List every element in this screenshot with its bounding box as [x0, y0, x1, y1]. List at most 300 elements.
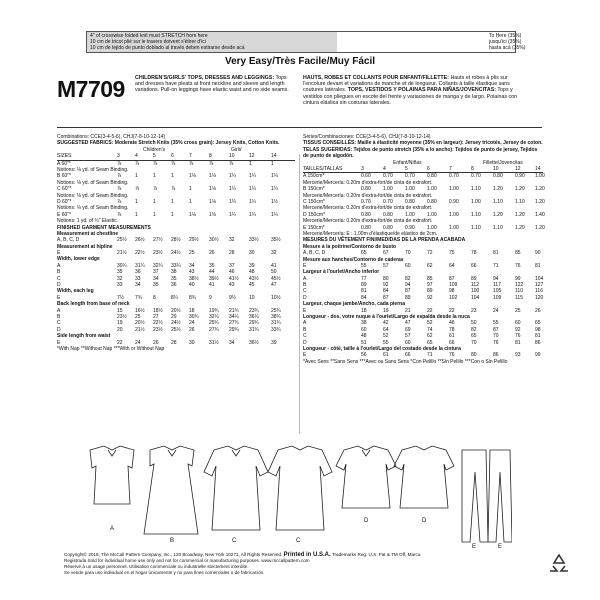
- measure-fr-row-label: B: [303, 282, 307, 289]
- yardage-fr-cell: 1.10: [471, 186, 481, 193]
- measure-en-cell: 31¼: [135, 262, 145, 269]
- measure-fr-cell: 98: [449, 288, 455, 295]
- yardage-en-cell: 1: [135, 198, 138, 205]
- measure-en-cell: 27½: [153, 237, 163, 244]
- footer-line-2: Registrada Sold for individual home use only and not for commercial or manufacturing purposes. www.mccallpattern.com: [64, 558, 310, 563]
- yardage-en-row-label: Notions: ⅛ yd. of Seam Binding.: [57, 179, 129, 186]
- stretch-gauge-left-text: [90, 33, 245, 52]
- measure-fr-cell: 22: [427, 307, 433, 314]
- printed-in-text: Printed in U.S.A.: [283, 552, 331, 558]
- measure-fr-cell: 46: [449, 320, 455, 327]
- measure-en-row-label: D: [57, 326, 61, 333]
- yardage-fr-cell: 1.00: [449, 186, 459, 193]
- measure-fr-cell: 65: [535, 320, 541, 327]
- measure-en-cell: 39½: [209, 275, 219, 282]
- yardage-fr-cell: 1.00: [535, 173, 545, 180]
- measure-en-cell: 39: [271, 339, 277, 346]
- measure-fr-cell: 99: [515, 275, 521, 282]
- yardage-fr-cell: 1.10: [515, 198, 525, 205]
- measure-fr-cell: 80: [471, 352, 477, 359]
- size-heading: 8: [471, 166, 474, 173]
- yardage-fr-row-label: B 150cm*: [303, 186, 325, 193]
- measure-fr-cell: 115: [515, 294, 523, 301]
- yardage-fr-cell: 0.80: [361, 211, 371, 218]
- finished-title-en: FINISHED GARMENT MEASUREMENTS: [57, 224, 151, 231]
- measure-fr-cell: 50: [471, 320, 477, 327]
- measure-fr-cell: 87: [383, 294, 389, 301]
- measure-fr-row-label: D: [303, 339, 307, 346]
- recycle-icon: [548, 552, 570, 574]
- group-fillette-label: Fillette/Jovencitas: [483, 159, 523, 166]
- yardage-en-cell: 1: [153, 211, 156, 218]
- measure-fr-cell: 48: [361, 333, 367, 340]
- measure-en-cell: 35: [153, 282, 159, 289]
- footnote-en: *With Nap **Without Nap ***With or Without Nap: [57, 345, 165, 352]
- yardage-en-cell: 1: [135, 173, 138, 180]
- measure-en-cell: 19: [117, 320, 123, 327]
- measure-fr-cell: 81: [361, 288, 367, 295]
- measure-fr-row-label: B: [303, 326, 307, 333]
- measure-fr-cell: 76: [449, 352, 455, 359]
- measure-fr-cell: 84: [361, 294, 367, 301]
- measure-fr-cell: 86: [535, 339, 541, 346]
- size-heading: 4: [383, 166, 386, 173]
- yardage-en-cell: 1½: [271, 198, 278, 205]
- measure-en-cell: 31¾: [249, 326, 259, 333]
- yardage-en-cell: 1¼: [271, 186, 278, 193]
- measure-en-cell: 23¾: [249, 307, 259, 314]
- measure-en-cell: 43: [189, 269, 195, 276]
- yardage-fr-cell: 0.70: [405, 173, 415, 180]
- measure-fr-cell: 81: [515, 339, 521, 346]
- measure-en-cell: 20: [117, 326, 123, 333]
- measure-fr-row-label: C: [303, 288, 307, 295]
- yardage-fr-cell: 1.20: [515, 224, 525, 231]
- measure-fr-cell: 116: [535, 288, 543, 295]
- measure-en-cell: 24: [189, 320, 195, 327]
- description-en-heading: CHILDREN'S/GIRLS' TOPS, DRESSES AND LEGGINGS:: [135, 75, 275, 81]
- yardage-fr-cell: 1.00: [427, 224, 437, 231]
- measure-en-cell: 25½: [117, 237, 127, 244]
- yardage-fr-cell: 0.70: [383, 173, 393, 180]
- yardage-en-row-label: Notions: ⅛ yd. of Seam Binding.: [57, 166, 129, 173]
- measure-fr-cell: 38: [361, 320, 367, 327]
- measure-en-cell: 28: [229, 250, 235, 257]
- size-heading: 6: [427, 166, 430, 173]
- measure-en-cell: 41½: [229, 275, 239, 282]
- measure-fr-cell: 109: [449, 282, 458, 289]
- combinations-en: Combinations: CCE(3-4-5-6), CHJ(7-8-10-12-14): [57, 134, 166, 140]
- measure-fr-cell: 85: [515, 250, 521, 257]
- measure-fr-cell: 75: [449, 250, 455, 257]
- figure-label-e-back: E: [498, 544, 503, 550]
- measure-fr-cell: 23: [471, 307, 477, 314]
- yardage-en-cell: ⅞: [153, 186, 158, 193]
- yardage-fr-cell: 1.10: [493, 198, 503, 205]
- measure-en-cell: 40: [189, 282, 195, 289]
- yardage-en-cell: ⅞: [171, 160, 176, 167]
- figure-label-c-front: C: [232, 538, 237, 544]
- yardage-en-row-label: A 60"*: [57, 160, 71, 167]
- measure-en-row: [57, 340, 295, 346]
- group-enfant-label: Enfant/Niñas: [393, 159, 422, 166]
- view-c-sketch: [204, 446, 332, 530]
- footnote-fr: *Avec Sens **Sans Sens ***Avec ou Sans Sens *Con Pelillo **Sin Pelillo ***Con o Sin Pelillo: [303, 358, 508, 365]
- measure-fr-cell: 120: [535, 294, 544, 301]
- measurements-table-en: [57, 231, 295, 346]
- measure-fr-cell: 66: [449, 339, 455, 346]
- measure-fr-cell: 117: [493, 282, 501, 289]
- measure-en-cell: 23½: [117, 313, 127, 320]
- measure-fr-cell: 47: [405, 320, 411, 327]
- size-heading: 12: [249, 153, 255, 160]
- pattern-number: M7709: [57, 76, 125, 102]
- measure-fr-cell: 72: [427, 250, 433, 257]
- measure-en-row-label: B: [57, 269, 61, 276]
- measure-fr-cell: 26: [535, 307, 541, 314]
- measure-en-cell: 47: [271, 282, 277, 289]
- yardage-fr-row: [303, 231, 543, 237]
- measure-fr-cell: 82: [405, 275, 411, 282]
- yardage-fr-cell: 0.70: [361, 198, 371, 205]
- figure-label-a: A: [110, 526, 115, 532]
- yardage-en-row-label: B 60"*: [57, 173, 72, 180]
- yardage-fr-cell: 0.90: [449, 198, 459, 205]
- yardage-en-cell: ⅞: [229, 160, 234, 167]
- measure-fr-cell: 97: [427, 282, 433, 289]
- yardage-en-row-label: Notions: 1 yd. of ¾" Elastic.: [57, 218, 118, 225]
- measure-fr-cell: 80: [383, 275, 389, 282]
- fabrics-fr: TISSUS CONSEILLÉS: Maille à élasticité moyenne (35% en largeur): Jersey tricotés, Jersey de coton.: [303, 140, 543, 147]
- figure-label-b: B: [170, 538, 175, 544]
- yardage-en-cell: 1¼: [249, 186, 256, 193]
- yardage-en-cell: 1: [153, 198, 156, 205]
- measure-fr-row-label: E: [303, 352, 307, 359]
- measure-en-cell: 33¾: [271, 326, 281, 333]
- measure-fr-cell: 19: [383, 307, 389, 314]
- measure-fr-cell: 55: [493, 320, 499, 327]
- measure-en-cell: 22: [117, 339, 123, 346]
- column-en: [57, 134, 295, 352]
- measure-en-cell: 37: [153, 269, 159, 276]
- measure-fr-cell: 71: [427, 352, 433, 359]
- measure-fr-cell: 94: [405, 282, 411, 289]
- measure-en-cell: 29½: [189, 237, 199, 244]
- yardage-en-cell: 1¼: [271, 211, 278, 218]
- measure-en-cell: 41: [209, 282, 215, 289]
- size-heading: 5: [153, 153, 156, 160]
- yardage-en-cell: 1: [189, 198, 192, 205]
- measure-en-cell: 25: [189, 250, 195, 257]
- measure-fr-cell: 87: [405, 288, 411, 295]
- measure-en-cell: 43½: [249, 275, 259, 282]
- yardage-en-cell: 1⅛: [209, 186, 216, 193]
- measure-fr-cell: 87: [449, 275, 455, 282]
- fabrics-en: SUGGESTED FABRICS: Moderate Stretch Knits (35% cross grain): Jersey Knits, Cotton Knits.: [57, 140, 280, 147]
- measure-en-cell: 31¾: [271, 320, 281, 327]
- measure-fr-cell: 89: [471, 275, 477, 282]
- measure-en-cell: 10: [249, 294, 255, 301]
- description-fr-text: Hauts et robes à plis sur l'encolure devant et variations de manche et de longueur. Collants à taille élastique sans coutures latérales.: [303, 75, 510, 94]
- yardage-en-row: [57, 218, 295, 224]
- measure-en-cell: 7¾: [135, 294, 142, 301]
- sizes-header-en: [57, 153, 295, 159]
- yardage-fr-cell: 1.40: [535, 211, 545, 218]
- yardage-en-cell: ⅞: [117, 186, 122, 193]
- stretch-to-here-fr: jusqu'ici (35%): [489, 39, 522, 46]
- measure-en-cell: 33: [117, 282, 123, 289]
- measure-en-cell: 20½: [171, 307, 181, 314]
- yardage-en-cell: 1: [171, 173, 174, 180]
- measure-en-row-label: E: [57, 294, 61, 301]
- measure-fr-cell: 112: [471, 282, 479, 289]
- measure-fr-row-label: Mesure à la poitrine/Contorno de busto: [303, 243, 397, 250]
- measure-en-cell: 30: [249, 250, 255, 257]
- measure-en-cell: 31½: [209, 339, 219, 346]
- measure-en-cell: 8¾: [189, 294, 196, 301]
- yardage-en-cell: 1⅛: [209, 198, 216, 205]
- yardage-en-cell: ⅞: [189, 160, 194, 167]
- measure-en-cell: 36½: [249, 339, 259, 346]
- measure-fr-row-label: A, B, C, D: [303, 250, 326, 257]
- yardage-en-cell: ⅞: [117, 173, 122, 180]
- measure-en-row-label: A: [57, 262, 61, 269]
- measure-en-cell: 46: [229, 269, 235, 276]
- measure-en-cell: 26: [209, 250, 215, 257]
- yardage-en-cell: 1⅛: [209, 173, 216, 180]
- measure-fr-cell: 64: [383, 326, 389, 333]
- yardage-fr-cell: 0.70: [449, 173, 459, 180]
- view-a-sketch: [90, 446, 134, 504]
- measure-fr-cell: 127: [535, 282, 544, 289]
- yardage-en-cell: 1⅛: [189, 211, 196, 218]
- stretch-line-fr: 10 cm de tricot plié sur le travers doivent s'étirer d'ici: [90, 39, 206, 46]
- measure-en-cell: 29: [171, 313, 177, 320]
- combinations-fr: Séries/Combinaciones: CCE(3-4-5-6), CHJ(7-8-10-12-14): [303, 134, 431, 140]
- measure-fr-row-label: A: [303, 275, 307, 282]
- measure-fr-cell: 85: [427, 275, 433, 282]
- measure-fr-cell: 89: [361, 282, 367, 289]
- size-heading: 5: [405, 166, 408, 173]
- yardage-fr-cell: 1.10: [471, 224, 481, 231]
- yardage-en-cell: 1¼: [229, 186, 236, 193]
- measure-en-row-label: C: [57, 320, 61, 327]
- measure-en-cell: 25¾: [271, 307, 281, 314]
- measure-en-cell: 18: [189, 307, 195, 314]
- yardage-en-row-label: D 60"*: [57, 198, 72, 205]
- measure-en-cell: 7½: [117, 294, 124, 301]
- yardage-fr-cell: 0.80: [383, 224, 393, 231]
- measure-en-row-label: D: [57, 282, 61, 289]
- yardage-fr-cell: 1.00: [405, 186, 415, 193]
- measure-fr-row-label: E: [303, 262, 307, 269]
- measure-en-cell: 38½: [189, 275, 199, 282]
- measure-en-cell: 9: [209, 294, 212, 301]
- yardage-en-cell: ⅞: [135, 186, 140, 193]
- yardage-table-fr: [303, 173, 543, 237]
- yardage-en-row-label: Notions: ⅛ yd. of Seam Binding.: [57, 205, 129, 212]
- measure-en-row-label: A: [57, 307, 61, 314]
- measure-fr-cell: 109: [493, 294, 502, 301]
- size-heading: 4: [135, 153, 138, 160]
- group-girls-label: Girls': [231, 146, 243, 153]
- measure-fr-cell: 104: [471, 294, 480, 301]
- measure-fr-cell: 78: [449, 326, 455, 333]
- measure-en-cell: 25½: [171, 326, 181, 333]
- measure-fr-cell: 66: [405, 352, 411, 359]
- measure-fr-cell: 81: [535, 333, 541, 340]
- measure-fr-cell: 71: [493, 262, 499, 269]
- size-heading: 6: [171, 153, 174, 160]
- measure-en-cell: 36¼: [249, 313, 259, 320]
- size-heading: 3: [361, 166, 364, 173]
- measure-fr-cell: 60: [361, 326, 367, 333]
- measure-en-cell: 25: [135, 313, 141, 320]
- measure-fr-cell: 70: [493, 333, 499, 340]
- measure-en-cell: 35: [209, 262, 215, 269]
- measure-en-row-label: Measurement at hipline: [57, 243, 113, 250]
- measure-fr-cell: 55: [361, 262, 367, 269]
- description-es-text: Tops y vestidos con pliegues en escote del frente y variaciones de manga y de largo. Polainas con cintura elástica sin costuras laterales.: [303, 87, 518, 106]
- footer-line-4: Se vende para uso individual en el hogar únicamente y no para fines comerciales o de fabricación.: [64, 570, 265, 575]
- measure-fr-cell: 66: [471, 262, 477, 269]
- measure-en-cell: 38¾: [271, 313, 281, 320]
- measure-fr-cell: 22: [449, 307, 455, 314]
- finished-title-fr: MESURES DU VÊTEMENT FINI/MEDIDAS DE LA PRENDA ACABADA: [303, 237, 466, 244]
- measure-fr-cell: 57: [383, 262, 389, 269]
- measure-en-cell: 22½: [153, 320, 163, 327]
- measure-en-cell: 22½: [135, 250, 145, 257]
- measure-fr-cell: 64: [449, 262, 455, 269]
- measure-en-cell: 32: [271, 250, 277, 257]
- yardage-fr-cell: 1.20: [515, 186, 525, 193]
- yardage-fr-cell: 1.20: [535, 224, 545, 231]
- yardage-fr-row-label: D 150cm*: [303, 211, 325, 218]
- measure-fr-cell: 57: [405, 333, 411, 340]
- yardage-fr-row-label: Mercerie/Mercería: 0.20m d'extra-fort/de cinta de extrafort.: [303, 205, 433, 212]
- yardage-en-cell: ⅞: [135, 160, 140, 167]
- yardage-fr-row-label: Mercerie/Mercería: 0.20m d'extra-fort/de cinta de extrafort.: [303, 192, 433, 199]
- measure-fr-cell: 24: [493, 307, 499, 314]
- measure-en-cell: 21½: [135, 326, 145, 333]
- measurements-table-fr: [303, 244, 543, 359]
- measure-fr-cell: 110: [515, 288, 523, 295]
- size-heading: 10: [229, 153, 235, 160]
- group-children-label: Children's: [143, 146, 166, 153]
- size-heading: 12: [515, 166, 521, 173]
- measure-fr-cell: 81: [493, 250, 499, 257]
- measure-fr-cell: 70: [471, 339, 477, 346]
- yardage-fr-cell: 1.20: [493, 186, 503, 193]
- footer-line-3: Réservé à un usage personnel. Utilisation commerciale ou industrielle strictement interdite.: [64, 564, 249, 569]
- measure-en-cell: 34: [153, 275, 159, 282]
- yardage-fr-cell: 0.60: [361, 173, 371, 180]
- figure-label-d-front: D: [364, 518, 369, 524]
- yardage-en-cell: 1: [171, 211, 174, 218]
- page-title: Very Easy/Très Facile/Muy Fácil: [224, 56, 376, 67]
- yardage-en-cell: 1: [171, 198, 174, 205]
- measure-en-cell: 41: [271, 262, 277, 269]
- yardage-en-cell: 1⅛: [209, 211, 216, 218]
- measure-fr-cell: 92: [383, 282, 389, 289]
- measure-en-cell: 19¾: [209, 307, 219, 314]
- view-e-sketch: [462, 450, 512, 542]
- size-heading: 14: [535, 166, 541, 173]
- measure-fr-cell: 56: [361, 352, 367, 359]
- yardage-en-cell: ⅞: [117, 211, 122, 218]
- measure-en-cell: 24½: [171, 320, 181, 327]
- measure-en-cell: 26½: [135, 237, 145, 244]
- yardage-fr-cell: 1.20: [535, 186, 545, 193]
- measure-en-cell: 8¼: [171, 294, 178, 301]
- measure-fr-cell: 69: [405, 326, 411, 333]
- measure-en-cell: 21¾: [229, 307, 239, 314]
- measure-en-cell: 30: [189, 339, 195, 346]
- measure-en-cell: 10½: [271, 294, 281, 301]
- yardage-en-cell: ⅞: [171, 186, 176, 193]
- measure-en-row-label: E: [57, 339, 61, 346]
- yardage-fr-row-label: C 150cm*: [303, 198, 325, 205]
- measure-fr-cell: 93: [515, 352, 521, 359]
- yardage-en-cell: ⅞: [117, 198, 122, 205]
- measure-en-cell: 23½: [153, 326, 163, 333]
- measure-en-cell: 36: [135, 269, 141, 276]
- footer: [64, 552, 544, 576]
- measure-fr-row-label: Longueur - dos, votre nuque à l'ourlet/Largo de espalda desde la nuca: [303, 314, 470, 321]
- stretch-to-here-en: To Here (35%): [489, 33, 522, 39]
- yardage-fr-row-label: Mercerie/Mercería: 0.20m d'extra-fort/de cinta de extrafort.: [303, 179, 433, 186]
- figure-label-d-back: D: [422, 518, 427, 524]
- measure-fr-row-label: Largeur, chaque jambe/Ancho, cada pierna: [303, 301, 405, 308]
- column-divider: [299, 154, 300, 434]
- measure-fr-cell: 100: [471, 288, 480, 295]
- yardage-fr-row-label: A 150cm*: [303, 173, 325, 180]
- yardage-en-cell: 1¼: [229, 211, 236, 218]
- yardage-fr-cell: 1.00: [383, 186, 393, 193]
- measure-fr-cell: 82: [471, 326, 477, 333]
- measure-fr-cell: 87: [493, 326, 499, 333]
- measure-en-cell: 50: [271, 269, 277, 276]
- measure-fr-row: [303, 352, 543, 358]
- measure-fr-row-label: C: [303, 333, 307, 340]
- yardage-en-cell: 1: [249, 160, 252, 167]
- measure-en-cell: 33¼: [171, 262, 181, 269]
- yardage-en-row-label: E 60"*: [57, 211, 72, 218]
- yardage-fr-cell: 0.90: [515, 173, 525, 180]
- measure-fr-cell: 78: [471, 250, 477, 257]
- measure-en-row-label: A, B, C, D: [57, 237, 80, 244]
- measure-en-cell: 27: [153, 313, 159, 320]
- measure-en-cell: 32¼: [209, 313, 219, 320]
- size-heading: 7: [189, 153, 192, 160]
- measure-en-cell: 26: [153, 339, 159, 346]
- measure-fr-row-label: D: [303, 294, 307, 301]
- measure-fr-cell: 42: [383, 320, 389, 327]
- yardage-fr-cell: 0.80: [427, 173, 437, 180]
- yardage-en-cell: 1¼: [249, 198, 256, 205]
- measure-en-cell: 28: [171, 339, 177, 346]
- measure-en-cell: 29¾: [249, 320, 259, 327]
- yardage-en-row-label: C 60"*: [57, 186, 72, 193]
- measure-fr-cell: 70: [405, 250, 411, 257]
- measure-en-cell: 27¾: [229, 320, 239, 327]
- sizes-label: TAILLES/TALLAS: [303, 166, 343, 173]
- yardage-fr-cell: 0.80: [405, 198, 415, 205]
- garment-sketches-svg: [82, 442, 512, 552]
- fabrics-es: TELAS SUGERIDAS: Tejidos de punto stretch (35% a lo ancho): Tejidos de punto de jersey, Tejidos de punto de algodón.: [303, 146, 538, 160]
- yardage-fr-cell: 1.20: [515, 211, 525, 218]
- copyright-text: Copyright© 2018, The McCall Pattern Company, Inc., 120 Broadway, New York 10271, All Rights Reserved.: [64, 552, 283, 557]
